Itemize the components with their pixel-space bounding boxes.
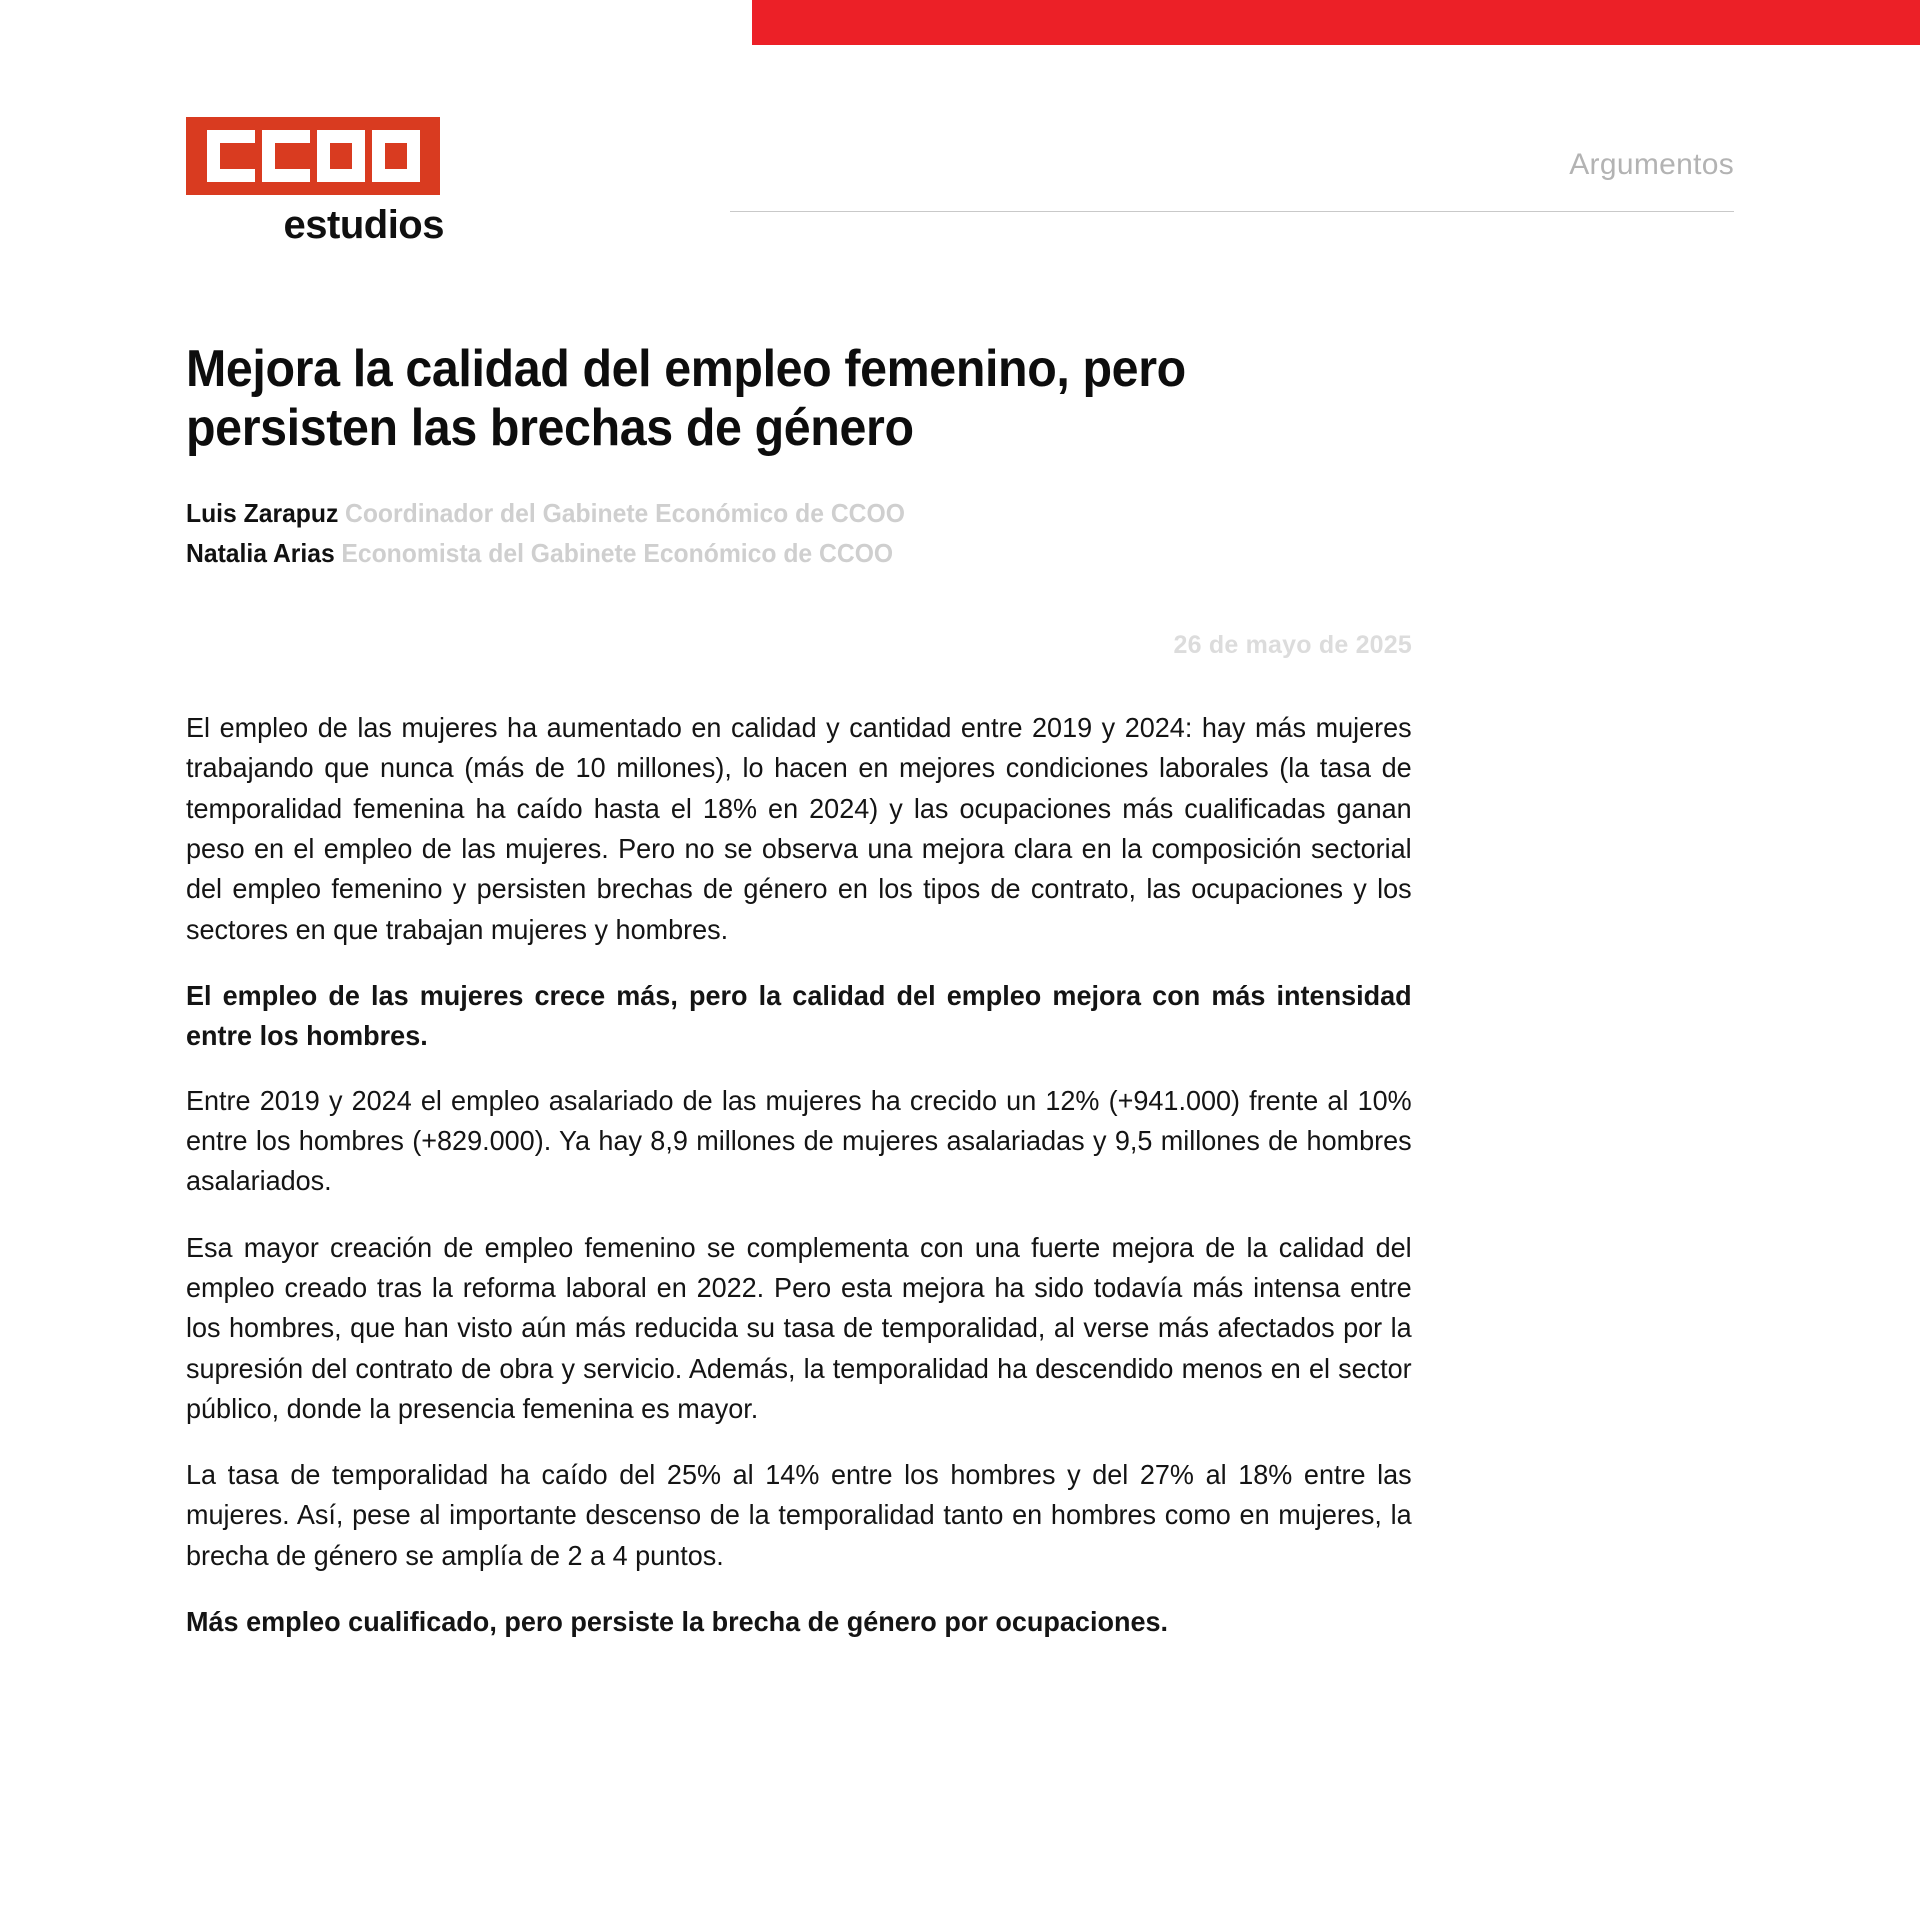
paragraph: El empleo de las mujeres ha aumentado en calidad y cantidad entre 2019 y 2024: hay más mujeres trabajando que nunca (más de 10 millones), lo hacen en mejores condiciones laborales (la tasa de temporalidad femenina ha caído hasta el 18% en 2024) y las ocupaciones más cualificadas ganan peso en el empleo de las mujeres. Pero no se observa una mejora clara en la composición sectorial del empleo femenino y persisten brechas de género en los tipos de contrato, las ocupaciones y los sectores en que trabajan mujeres y hombres. [186,712,1412,945]
paragraph: Entre 2019 y 2024 el empleo asalariado de las mujeres ha crecido un 12% (+941.000) frente al 10% entre los hombres (+829.000). Ya hay 8,9 millones de mujeres asalariadas y 9,5 millones de hombres asalariados. [186,1084,1412,1197]
document-content [186,340,1412,1666]
header-divider-rule [730,211,1734,212]
author-line-2 [186,533,1351,573]
logo-letter-c1-icon [207,130,255,182]
logo-letter-o1-icon [317,130,365,182]
author-line-1 [186,493,1351,533]
ccoo-logo-block [186,117,444,248]
author-role: Coordinador del Gabinete Económico de CCOO [344,497,905,528]
section-heading: El empleo de las mujeres crece más, pero la calidad del empleo mejora con más intensidad entre los hombres. [186,980,1412,1052]
body-copy [186,708,1412,1642]
paragraph: Esa mayor creación de empleo femenino se complementa con una fuerte mejora de la calidad del empleo creado tras la reforma laboral en 2022. Pero esta mejora ha sido todavía más intensa entre los hombres, que han visto aún más reducida su tasa de temporalidad, al verse más afectados por la supresión del contrato de obra y servicio. Además, la temporalidad ha descendido menos en el sector público, donde la presencia femenina es mayor. [186,1231,1412,1424]
logo-letter-o2-icon [372,130,420,182]
document-header [0,0,1920,300]
author-role: Economista del Gabinete Económico de CCOO [341,537,894,568]
logo-subtitle-estudios: estudios [283,203,444,247]
author-name: Natalia Arias [186,537,335,568]
ccoo-logo-icon [186,117,440,195]
series-label-argumentos: Argumentos [1569,148,1734,181]
author-name: Luis Zarapuz [186,497,339,528]
logo-letter-c2-icon [262,130,310,182]
page-title: Mejora la calidad del empleo femenino, pero persisten las brechas de género [186,340,1186,458]
section-heading: Más empleo cualificado, pero persiste la brecha de género por ocupaciones. [186,1606,1169,1638]
paragraph: La tasa de temporalidad ha caído del 25% al 14% entre los hombres y del 27% al 18% entre las mujeres. Así, pese al importante descenso de la temporalidad tanto en hombres como en mujeres, la brecha de género se amplía de 2 a 4 puntos. [186,1459,1412,1571]
publication-date: 26 de mayo de 2025 [1173,631,1412,660]
